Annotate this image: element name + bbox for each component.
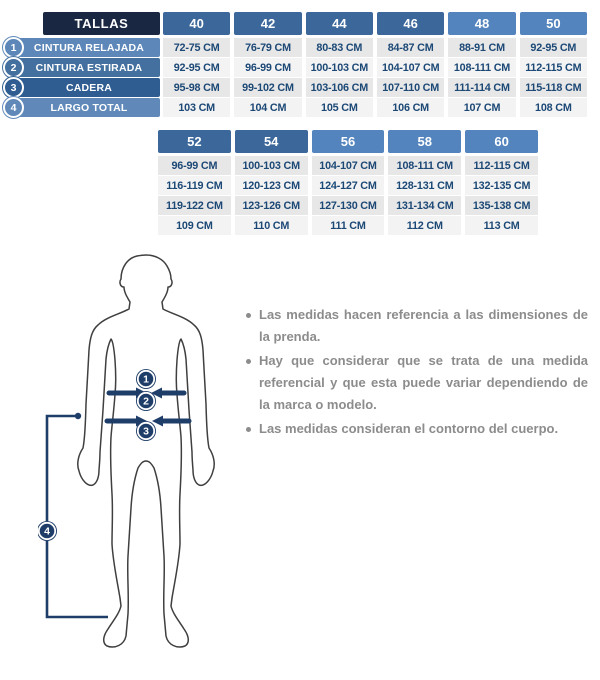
measurement-cell: 76-79 CM [234,38,301,57]
measurement-cell: 92-95 CM [520,38,587,57]
measurement-cell: 131-134 CM [388,196,461,215]
size-header-46: 46 [377,12,444,35]
measurement-cell: 104-107 CM [377,58,444,77]
measurement-cell: 99-102 CM [234,78,301,97]
size-header-52: 52 [158,130,231,153]
row-label-3: CADERA [18,78,160,97]
measurement-cell: 95-98 CM [163,78,230,97]
measurement-cell: 103 CM [163,98,230,117]
measurement-cell: 124-127 CM [312,176,385,195]
measurement-cell: 111 CM [312,216,385,235]
measurement-cell: 113 CM [465,216,538,235]
row-number-circle-2: 2 [3,57,24,78]
size-header-42: 42 [234,12,301,35]
measurement-cell: 92-95 CM [163,58,230,77]
svg-text:3: 3 [143,425,149,438]
size-header-48: 48 [448,12,515,35]
row-label-1: CINTURA RELAJADA [18,38,160,57]
note-item: Hay que considerar que se trata de una medida referencial y que esta puede variar dependiendo de la marca o modelo. [246,350,588,416]
measurement-cell: 72-75 CM [163,38,230,57]
measurement-cell: 127-130 CM [312,196,385,215]
measurement-cell: 105 CM [306,98,373,117]
measurement-cell: 104 CM [234,98,301,117]
measurement-cell: 107-110 CM [377,78,444,97]
measurement-cell: 132-135 CM [465,176,538,195]
size-header-60: 60 [465,130,538,153]
marker-1 [136,369,156,389]
size-table-40-50 [163,12,587,117]
size-header-44: 44 [306,12,373,35]
row-number-circle-4: 4 [3,97,24,118]
measurement-cell: 100-103 CM [235,156,308,175]
marker-4 [38,521,57,541]
measurement-cell: 135-138 CM [465,196,538,215]
size-header-50: 50 [520,12,587,35]
notes-list [246,304,588,442]
measurement-cell: 88-91 CM [448,38,515,57]
measurement-cell: 110 CM [235,216,308,235]
row-label-4: LARGO TOTAL [18,98,160,117]
svg-text:2: 2 [143,395,149,408]
marker-2 [136,391,156,411]
measurement-cell: 108 CM [520,98,587,117]
measurement-cell: 112-115 CM [465,156,538,175]
row-number-circle-3: 3 [3,77,24,98]
note-item: Las medidas consideran el contorno del cuerpo. [246,418,588,440]
measurement-cell: 107 CM [448,98,515,117]
marker-3 [136,421,156,441]
row-label-2: CINTURA ESTIRADA [18,58,160,77]
measurement-cell: 115-118 CM [520,78,587,97]
measurement-cell: 109 CM [158,216,231,235]
tallas-header: TALLAS [43,12,160,35]
measurement-cell: 103-106 CM [306,78,373,97]
svg-text:4: 4 [44,525,50,538]
measurement-cell: 96-99 CM [158,156,231,175]
size-header-56: 56 [312,130,385,153]
measurement-cell: 112 CM [388,216,461,235]
body-diagram [38,248,220,660]
body-silhouette [78,255,214,647]
measurement-cell: 112-115 CM [520,58,587,77]
measurement-cell: 128-131 CM [388,176,461,195]
measurement-cell: 80-83 CM [306,38,373,57]
row-number-circle-1: 1 [3,37,24,58]
measurement-cell: 108-111 CM [448,58,515,77]
measurement-cell: 104-107 CM [312,156,385,175]
measurement-cell: 96-99 CM [234,58,301,77]
measurement-cell: 111-114 CM [448,78,515,97]
bracket-end-dot [75,413,81,419]
measurement-cell: 120-123 CM [235,176,308,195]
measurement-cell: 106 CM [377,98,444,117]
measurement-cell: 116-119 CM [158,176,231,195]
size-header-40: 40 [163,12,230,35]
size-header-58: 58 [388,130,461,153]
measurement-cell: 123-126 CM [235,196,308,215]
measurement-cell: 108-111 CM [388,156,461,175]
svg-text:1: 1 [143,373,149,386]
note-item: Las medidas hacen referencia a las dimensiones de la prenda. [246,304,588,348]
measurement-cell: 119-122 CM [158,196,231,215]
size-table-52-60 [158,130,538,235]
size-header-54: 54 [235,130,308,153]
measurement-cell: 100-103 CM [306,58,373,77]
measurement-cell: 84-87 CM [377,38,444,57]
